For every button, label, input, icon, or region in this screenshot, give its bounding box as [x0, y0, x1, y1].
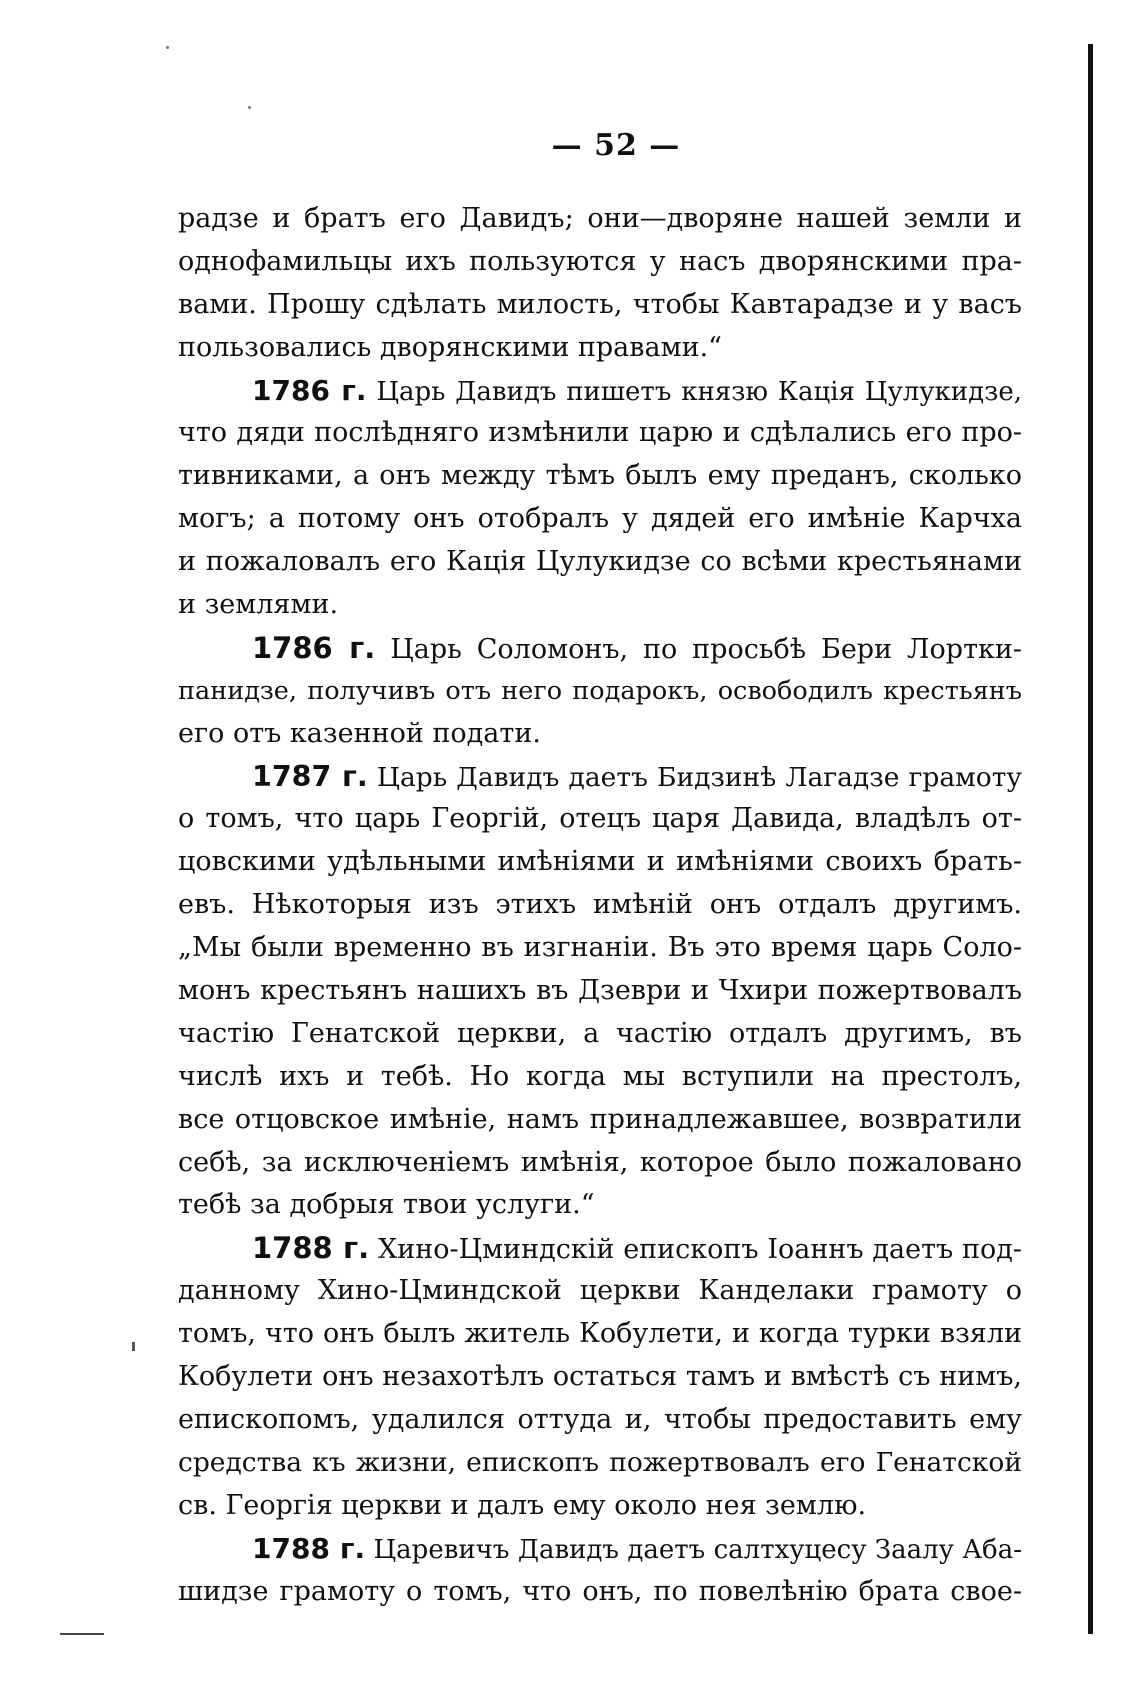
speck	[166, 46, 169, 49]
text-line: цовскими удѣльными имѣнiями и имѣнiями своихъ брать-	[178, 846, 1022, 878]
entry-year: 1786 г.	[252, 373, 367, 407]
text-line: данному Хино-Цминдской церкви Канделаки грамоту о	[178, 1275, 1022, 1307]
text-line: однофамильцы ихъ пользуются у насъ дворянскими пра-	[178, 245, 1022, 277]
text-line: могъ; а потому онъ отобралъ у дядей его имѣнiе Карчха	[178, 503, 1022, 535]
text-line: радзе и братъ его Давидъ; они—дворяне нашей земли и	[178, 203, 1022, 234]
entry-start-line: 1786 г. Царь Соломонъ, по просьбѣ Бери Лортки-	[252, 630, 1022, 665]
margin-mark	[132, 1342, 135, 1351]
text-line: его отъ казенной подати.	[178, 717, 541, 749]
text-line: и землями.	[178, 589, 339, 621]
text-line: евъ. Нѣкоторыя изъ этихъ имѣнiй онъ отдалъ другимъ.	[178, 889, 1022, 921]
entry-year: 1786 г.	[252, 630, 376, 665]
entry-start-line: 1788 г. Царевичъ Давидъ даетъ салтхуцесу Заалу Аба-	[252, 1531, 1022, 1565]
text-line: панидзе, получивъ отъ него подарокъ, освободилъ крестьянъ	[178, 675, 1022, 706]
text-line: о томъ, что царь Георгiй, отецъ царя Давида, владѣлъ от-	[178, 803, 1022, 835]
entry-year: 1788 г.	[252, 1231, 370, 1266]
margin-dash	[60, 1633, 104, 1635]
entry-start-line: 1787 г. Царь Давидъ даетъ Бидзинѣ Лагадзе грамоту	[252, 759, 1022, 793]
text-line: частiю Генатской церкви, а частiю отдалъ другимъ, въ	[178, 1017, 1022, 1049]
text-line: все отцовское имѣнiе, намъ принадлежавшее, возвратили	[178, 1103, 1022, 1135]
text-line: числѣ ихъ и тебѣ. Но когда мы вступили на престолъ,	[178, 1060, 1022, 1092]
entry-start-line: 1786 г. Царь Давидъ пишетъ князю Кацiя Цулукидзе,	[252, 373, 1022, 407]
text-line: вами. Прошу сдѣлать милость, чтобы Кавтарадзе и у васъ	[178, 288, 1022, 320]
text-line: и пожаловалъ его Кацiя Цулукидзе со всѣми крестьянами	[178, 546, 1022, 578]
text-line: св. Георгiя церкви и далъ ему около нея землю.	[178, 1489, 867, 1521]
text-line: епископомъ, удалился оттуда и, чтобы предоставить ему	[178, 1403, 1022, 1435]
text-line: „Мы были временно въ изгнанiи. Въ это время царь Соло-	[178, 932, 1022, 964]
text-line: тивниками, а онъ между тѣмъ былъ ему преданъ, сколько	[178, 460, 1022, 492]
entry-year: 1787 г.	[252, 759, 368, 793]
text-line: пользовались дворянскими правами.“	[178, 331, 722, 363]
text-line: что дяди послѣдняго измѣнили царю и сдѣлались его про-	[178, 417, 1022, 449]
speck	[248, 106, 251, 109]
text-line: Кобулети онъ незахотѣлъ остаться тамъ и вмѣстѣ съ нимъ,	[178, 1361, 1022, 1393]
page-number: — 52 —	[551, 128, 681, 163]
text-line: себѣ, за исключенiемъ имѣнiя, которое было пожаловано	[178, 1146, 1022, 1178]
page-body	[178, 198, 1022, 1613]
entry-year: 1788 г.	[252, 1531, 366, 1565]
text-line: томъ, что онъ былъ житель Кобулети, и когда турки взяли	[178, 1318, 1022, 1350]
entry-start-line: 1788 г. Хино-Цминдскiй епископъ Iоаннъ даетъ под-	[252, 1231, 1022, 1266]
text-line: тебѣ за добрыя твои услуги.“	[178, 1189, 595, 1221]
text-line: средства къ жизни, епископъ пожертвовалъ его Генатской	[178, 1446, 1022, 1478]
text-line: монъ крестьянъ нашихъ въ Дзеври и Чхири пожертвовалъ	[178, 975, 1022, 1007]
text-line: шидзе грамоту о томъ, что онъ, по повелѣнiю брата свое-	[178, 1575, 1022, 1607]
page-edge-rule	[1088, 44, 1093, 1634]
